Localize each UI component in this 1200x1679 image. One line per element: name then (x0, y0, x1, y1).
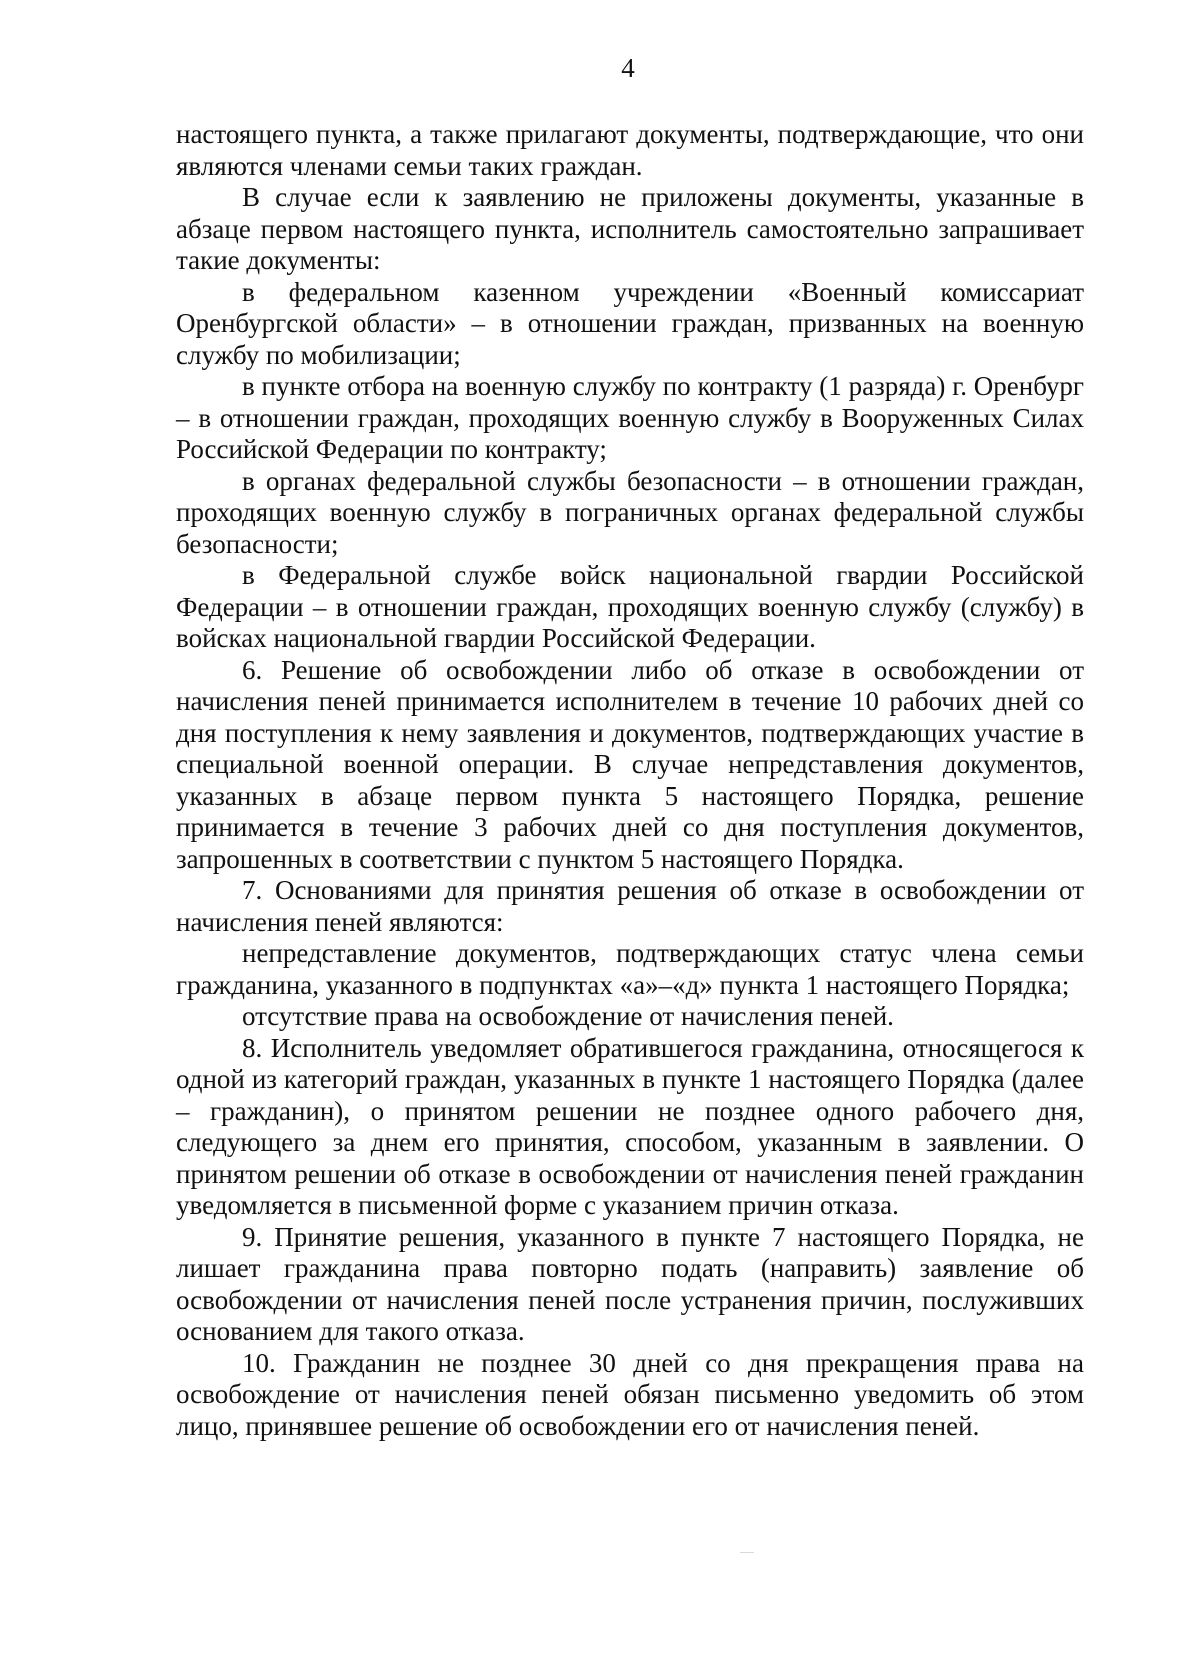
paragraph-item-9: 9. Принятие решения, указанного в пункте 7 настоящего Порядка, не лишает гражданина права повторно подать (направить) заявление об освобождении от начисления пеней после устранения причин, послуживших основанием для такого отказа. (176, 1221, 1084, 1346)
paragraph-item-7-ground-1: непредставление документов, подтверждающих статус члена семьи гражданина, указанного в подпунктах «а»–«д» пункта 1 настоящего Порядка; (176, 938, 1084, 1000)
scan-artifact (740, 1552, 754, 1553)
paragraph-item-7-ground-2: отсутствие права на освобождение от начисления пеней. (242, 1001, 894, 1031)
paragraph-item-10: 10. Гражданин не позднее 30 дней со дня прекращения права на освобождение от начисления пеней обязан письменно уведомить об этом лицо, принявшее решение об освобождении его от начисления пеней. (176, 1347, 1084, 1441)
paragraph-item-6: 6. Решение об освобождении либо об отказе в освобождении от начисления пеней принимается исполнителем в течение 10 рабочих дней со дня поступления к нему заявления и документов, подтверждающих участие в специальной военной операции. В случае непредставления документов, указанных в абзаце первом пункта 5 настоящего Порядка, решение принимается в течение 3 рабочих дней со дня поступления документов, запрошенных в соответствии с пунктом 5 настоящего Порядка. (176, 654, 1084, 874)
document-body (176, 119, 1084, 1442)
paragraph-item-7: 7. Основаниями для принятия решения об отказе в освобождении от начисления пеней являются: (176, 875, 1084, 937)
paragraph-contract-selection-point: в пункте отбора на военную службу по контракту (1 разряда) г. Оренбург – в отношении граждан, проходящих военную службу в Вооруженных Силах Российской Федерации по контракту; (176, 371, 1084, 464)
paragraph-item-8: 8. Исполнитель уведомляет обратившегося гражданина, относящегося к одной из категорий граждан, указанных в пункте 1 настоящего Порядка (далее – гражданин), о принятом решении не позднее одного рабочего дня, следующего за днем его принятия, способом, указанным в заявлении. О принятом решении об отказе в освобождении от начисления пеней гражданин уведомляется в письменной форме с указанием причин отказа. (176, 1032, 1084, 1220)
paragraph-military-commissariat: в федеральном казенном учреждении «Военный комиссариат Оренбургской области» – в отношении граждан, призванных на военную службу по мобилизации; (176, 276, 1084, 370)
paragraph-security-service: в органах федеральной службы безопасности – в отношении граждан, проходящих военную службу в пограничных органах федеральной службы безопасности; (176, 465, 1084, 559)
paragraph-continuation: настоящего пункта, а также прилагают документы, подтверждающие, что они являются членами семьи таких граждан. (176, 119, 1084, 181)
paragraph-missing-documents: В случае если к заявлению не приложены документы, указанные в абзаце первом настоящего пункта, исполнитель самостоятельно запрашивает такие документы: (176, 182, 1084, 275)
paragraph-national-guard: в Федеральной службе войск национальной гвардии Российской Федерации – в отношении граждан, проходящих военную службу (службу) в войсках национальной гвардии Российской Федерации. (176, 560, 1084, 653)
page-number: 4 (621, 53, 635, 83)
